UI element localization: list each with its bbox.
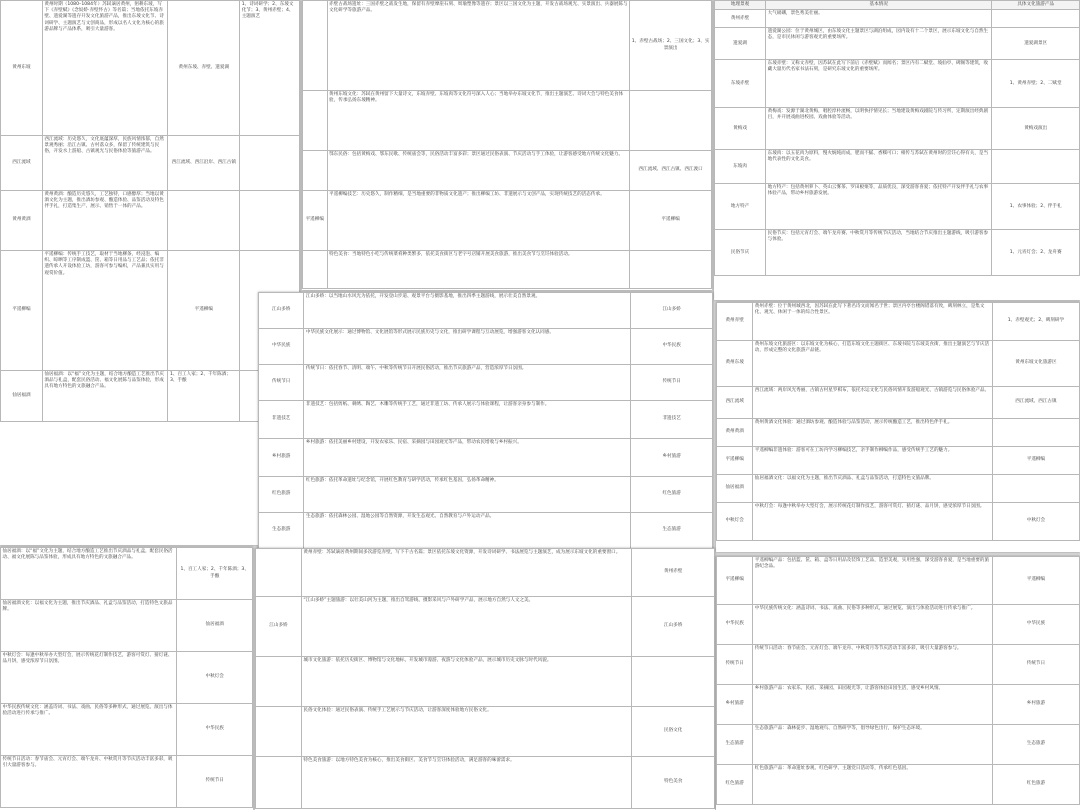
table-cell	[240, 191, 300, 251]
table-cell: 传统节日	[259, 365, 304, 401]
document-sheet-f	[255, 548, 715, 810]
table-cell: 城市文化旅游：依托历史街区、博物馆与文化地标，开发城市漫游、夜游与文化体验产品，展示城市历史文脉与时代风貌。	[301, 657, 631, 707]
table-cell: 东坡赤壁	[715, 60, 766, 108]
table-cell: 西江流域、西江沿岸、西江古镇	[168, 136, 240, 191]
table-cell: 黄州黄酒	[717, 419, 753, 447]
table-row	[717, 303, 1080, 341]
table-cell: 民俗文化	[632, 707, 715, 757]
table-row	[717, 475, 1080, 503]
table-row	[717, 447, 1080, 475]
table-cell	[303, 1, 328, 91]
table-cell: 黄州东坡	[1, 1, 43, 136]
table-cell: 非遗技艺：包括剪纸、刺绣、陶艺、木雕等传统手工艺，通过非遗工坊、传承人展示与体验课程，让游客亲身参与制作。	[304, 401, 631, 439]
table-row	[717, 725, 1080, 765]
content-table	[302, 0, 712, 289]
table-row	[1, 136, 300, 191]
table-cell: 中华民族	[992, 605, 1079, 645]
table-row	[259, 477, 713, 513]
table-cell: 红色旅游产品：革命遗址参观、红色研学、主题党日活动等，传承红色基因。	[753, 765, 993, 805]
table-cell: 传统节日	[992, 645, 1079, 685]
content-table	[716, 556, 1080, 805]
table-cell: 1、诗词研学；2、东坡文化节；3、黄州赤壁；4、主题演艺	[240, 1, 300, 136]
table-row	[259, 365, 713, 401]
table-cell: 遗爱湖	[715, 28, 766, 60]
table-cell: 黄州黄酒文化体验：通过酒坊参观、酿造体验与品鉴活动，展示传统酿造工艺，推出特色伴手礼。	[753, 419, 993, 447]
table-cell: 乡村旅游	[992, 685, 1079, 725]
table-cell: 红色旅游	[717, 765, 753, 805]
table-row	[259, 329, 713, 365]
table-cell: 江山多娇	[632, 597, 715, 657]
table-row	[303, 91, 712, 151]
table-cell: 赤壁古战场遗址：三国赤壁之战发生地，保留有赤壁摩崖石刻、周瑜塑像等遗存；景区以三国文化为主题，开发古战场观光、实景演出、兵器展陈与文化研学等旅游产品。	[327, 1, 630, 91]
table-cell: 非遗技艺	[259, 401, 304, 439]
table-cell	[992, 419, 1079, 447]
content-table	[0, 0, 300, 422]
table-cell: 平遥柳编	[1, 251, 43, 371]
content-table	[716, 302, 1080, 541]
table-cell: 黄梅戏演出	[992, 108, 1080, 150]
table-cell: 黄州东坡文化：苏轼在黄州留下大量诗文，东坡赤壁、东坡肉等文化符号深入人心；当地举办东坡文化节，推出主题演艺、诗词大会与特色美食体验，传承弘扬东坡精神。	[327, 91, 630, 151]
table-cell: 西江流域、西江古镇、西江渡口	[630, 151, 712, 191]
table-cell: 仙居福酒文化：以福文化为主题，推出节庆酒品、礼盒与品鉴活动，打造特色文旅品牌。	[1, 600, 177, 652]
table-cell: 生态旅游	[259, 513, 304, 549]
table-row	[256, 597, 715, 657]
table-cell: 中秋灯会	[177, 652, 253, 704]
table-cell: 1、农事体验；2、伴手礼	[992, 184, 1080, 230]
table-cell: 平遥柳编非遗体验：游客可在工坊内学习柳编技艺，亲手制作柳编作品，感受传统手工艺的魅力。	[753, 447, 993, 475]
content-table	[255, 548, 715, 809]
table-row	[256, 707, 715, 757]
table-row	[1, 251, 300, 371]
column-header: 地理景观	[715, 1, 766, 10]
table-cell: 大气磅礴，景色秀美壮丽。	[766, 10, 992, 28]
table-cell: 生态旅游	[992, 725, 1079, 765]
table-row	[1, 600, 253, 652]
table-row	[715, 230, 1080, 276]
table-row	[1, 756, 253, 808]
table-cell: 黄州东坡、赤壁、遗爱湖	[168, 1, 240, 136]
table-cell: 中华民族文化展示：通过博物馆、文化展馆等形式展示民族历史与文化，推出研学课程与互动展览，增强游客文化认同感。	[304, 329, 631, 365]
table-cell: 西江流域	[717, 387, 753, 419]
table-cell: 黄州黄酒	[1, 191, 43, 251]
table-row	[303, 251, 712, 289]
table-cell: 黄州东坡文化旅游区：以东坡文化为核心，打造东坡文化主题街区、东坡书院与东坡美食街，推出主题演艺与节庆活动，形成完整的文化旅游产品链。	[753, 341, 993, 387]
table-cell: 生态旅游	[717, 725, 753, 765]
table-cell: 平遥柳编	[992, 557, 1079, 605]
table-cell: 传统节日活动：春节庙会、元宵灯会、端午龙舟、中秋赏月等节庆活动丰富多彩，吸引大量游客参与。	[1, 756, 177, 808]
table-cell: 仙居福酒	[717, 475, 753, 503]
table-cell: 生态旅游：依托森林公园、湿地公园等自然资源，开发生态观光、自然教育与户外运动产品。	[304, 513, 631, 549]
table-cell: 乡村旅游	[717, 685, 753, 725]
table-cell: 地方特产：包括黄州萝卜、英山云雾茶、罗田板栗等，品质优良，深受游客喜爱；依托特产开发伴手礼与农事体验产品，带动乡村旅游发展。	[766, 184, 992, 230]
table-cell: 民俗节庆：包括元宵灯会、端午龙舟赛、中秋赏月等传统节庆活动，当地结合节庆推出主题游线，吸引游客参与体验。	[766, 230, 992, 276]
table-cell: 1、百工人家；2、千年陈酒；3、手酿	[168, 371, 240, 422]
table-cell: 仙居福酒：以“福”文化为主题，结合地方酿造工艺推出节庆酒品与礼盒，配套民俗活动、福文化展陈与品鉴体验，形成具有地方特色的文旅融合产品。	[42, 371, 168, 422]
table-cell	[256, 549, 302, 597]
table-cell: 民俗节庆	[715, 230, 766, 276]
table-cell: 生态旅游产品：森林徒步、湿地观鸟、自然研学等，倡导绿色出行，保护生态环境。	[753, 725, 993, 765]
table-cell: 平遥柳编	[717, 557, 753, 605]
table-row	[717, 645, 1080, 685]
table-row	[259, 401, 713, 439]
table-cell	[632, 657, 715, 707]
table-cell: 红色旅游	[992, 765, 1079, 805]
table-row	[259, 513, 713, 549]
table-cell	[630, 91, 712, 151]
table-cell: 中华民族	[631, 329, 713, 365]
table-row	[717, 685, 1080, 725]
content-table	[0, 547, 253, 808]
table-row	[256, 549, 715, 597]
document-sheet-g	[716, 556, 1080, 810]
table-cell: 仙居福酒	[177, 600, 253, 652]
document-sheet-d	[258, 292, 713, 554]
table-cell: 黄州赤壁：苏轼谪居黄州期间多次游览赤壁，写下千古名篇；景区依托东坡文化资源，开发诗词研学、书法展览与主题演艺，成为展示东坡文化的重要窗口。	[301, 549, 631, 597]
table-row	[303, 191, 712, 251]
table-cell: 1、百工人家；2、千年陈酒；3、手酿	[177, 548, 253, 600]
table-cell: 中华民族传统文化：涵盖诗词、书法、戏曲、民俗等多种形式，通过展览、演出与体验活动进行传承与推广。	[753, 605, 993, 645]
table-cell: 生态旅游	[631, 513, 713, 549]
table-cell: 平遥柳编	[717, 447, 753, 475]
table-header-row	[715, 1, 1080, 10]
table-row	[1, 371, 300, 422]
table-cell	[992, 150, 1080, 184]
table-cell: 乡村旅游	[259, 439, 304, 477]
table-row	[715, 10, 1080, 28]
table-cell: 西江流域、西江古镇	[992, 387, 1079, 419]
table-cell: 黄州东坡	[717, 341, 753, 387]
table-cell: 仙居福酒文化：以福文化为主题，推出节庆酒品、礼盒与品鉴活动，打造特色文旅品牌。	[753, 475, 993, 503]
table-row	[256, 657, 715, 707]
table-row	[717, 605, 1080, 645]
table-cell: 中秋灯会	[717, 503, 753, 541]
table-cell: 乡村旅游：依托美丽乡村建设，开发农家乐、民宿、采摘园与田园观光等产品，带动农民增收与乡村振兴。	[304, 439, 631, 477]
table-cell: 传统节日	[177, 756, 253, 808]
table-row	[303, 151, 712, 191]
table-cell: 中华民族	[177, 704, 253, 756]
table-cell: 传统节日：依托春节、清明、端午、中秋等传统节日开展民俗活动，推出节庆旅游产品，营造浓厚节日氛围。	[304, 365, 631, 401]
table-row	[715, 60, 1080, 108]
table-cell: 中秋灯会	[992, 503, 1079, 541]
table-cell: 平遥柳编	[303, 191, 328, 251]
table-row	[715, 150, 1080, 184]
table-cell: 平遥柳编	[992, 447, 1079, 475]
table-row	[259, 439, 713, 477]
table-cell: 特色美食旅游：以地方特色美食为核心，推出美食街区、美食节与烹饪体验活动，满足游客的味蕾需求。	[301, 757, 631, 809]
table-cell: 黄州时期（1080–1084年）苏轼谪居黄州，躬耕东坡，写下《赤壁赋》《念奴娇·赤壁怀古》等名篇；当地依托东坡赤壁、遗爱湖等遗存开发文化旅游产品，推出东坡文化节、诗词研学、主题演艺与文创商品，形成以名人文化为核心的旅游品牌与产品体系，吸引大量游客。	[42, 1, 168, 136]
table-row	[256, 757, 715, 809]
table-cell: 江山多娇	[256, 597, 302, 657]
table-cell	[303, 91, 328, 151]
table-cell: 中华民族传统文化：涵盖诗词、书法、戏曲、民俗等多种形式，通过展览、演出与体验活动进行传承与推广。	[1, 704, 177, 756]
table-cell: 遗爱湖景区	[992, 28, 1080, 60]
table-cell: 黄州赤壁	[715, 10, 766, 28]
table-row	[717, 387, 1080, 419]
table-cell	[256, 657, 302, 707]
table-cell: 1、赤壁观光；2、碑刻研学	[992, 303, 1079, 341]
table-cell: 中秋灯会：每逢中秋举办大型灯会，展示传统花灯制作技艺，游客可赏灯、猜灯谜、品月饼，感受浓厚节日氛围。	[753, 503, 993, 541]
table-cell: 中华民族	[717, 605, 753, 645]
table-cell: 黄州赤壁	[632, 549, 715, 597]
table-cell: 东坡肉	[715, 150, 766, 184]
content-table	[258, 292, 713, 549]
table-row	[1, 548, 253, 600]
table-cell: 黄梅戏：发源于湖北黄梅，唱腔淳朴流畅，以明快抒情见长；当地建设黄梅戏剧院与传习所，定期演出经典剧目，并开展戏曲进校园、戏曲体验等活动。	[766, 108, 992, 150]
table-cell: 红色旅游：依托革命遗址与纪念馆，开展红色教育与研学活动，传承红色基因，弘扬革命精神。	[304, 477, 631, 513]
table-cell	[240, 136, 300, 191]
table-cell: 黄州黄酒：酿造历史悠久，工艺独特，口感醇厚；当地以黄酒文化为主题，推出酒坊参观、酿造体验、品鉴活动及特色伴手礼，打造集生产、展示、销售于一体的产品。	[42, 191, 168, 251]
table-cell: 乡村旅游	[631, 439, 713, 477]
table-row	[717, 557, 1080, 605]
table-cell: 仙居福酒	[1, 371, 43, 422]
table-row	[1, 191, 300, 251]
column-header: 基本情况	[766, 1, 992, 10]
table-cell: 西江流域	[1, 136, 43, 191]
table-cell: “江山多娇”主题旅游：以壮美山河为主题，推出自驾游线、摄影采风与户外研学产品，展示地方自然与人文之美。	[301, 597, 631, 657]
table-cell	[992, 10, 1080, 28]
document-sheet-c	[714, 0, 1080, 300]
table-cell	[630, 251, 712, 289]
table-cell: 1、元宵灯会；2、龙舟赛	[992, 230, 1080, 276]
table-cell: 特色美食	[632, 757, 715, 809]
table-cell: 江山多娇	[259, 293, 304, 329]
document-sheet-e	[716, 302, 1080, 552]
table-cell: 非遗技艺	[631, 401, 713, 439]
table-cell: 中秋灯会：每逢中秋举办大型灯会，展示传统花灯制作技艺，游客可赏灯、猜灯谜、品月饼，感受浓厚节日氛围。	[1, 652, 177, 704]
table-cell: 西江流域：两岸风光秀丽，古镇古村星罗棋布，依托水运文化与民俗风情开发游船观光、古镇游览与民俗体验产品。	[753, 387, 993, 419]
table-cell: 仙居福酒：以“福”文化为主题，结合地方酿造工艺推出节庆酒品与礼盒，配套民俗活动、福文化展陈与品鉴体验，形成具有地方特色的文旅融合产品。	[1, 548, 177, 600]
table-cell	[992, 475, 1079, 503]
table-cell: 黄梅戏	[715, 108, 766, 150]
table-row	[1, 704, 253, 756]
table-cell	[256, 707, 302, 757]
table-cell: 黄州赤壁：位于黄州城西北，因苏轼在此写下著名诗文而闻名于世；景区内亭台楼阁错落有致，碑刻林立，是集文化、观光、休闲于一体的综合性景区。	[753, 303, 993, 341]
table-cell: 传统节日	[631, 365, 713, 401]
table-cell: 江山多娇：以当地山水风光为依托，开发登山步道、观景平台与摄影基地，推出四季主题游线，展示壮美自然景观。	[304, 293, 631, 329]
table-cell	[303, 251, 328, 289]
table-cell: 中华民族	[259, 329, 304, 365]
table-row	[717, 419, 1080, 447]
table-cell: 平遥柳编：传统手工技艺，取材于当地柳条，经浸泡、编织、晾晒等工序制成篮、筐、箱等日用品与工艺品；依托非遗传承人开设体验工坊，游客可参与编织，产品兼具实用与观赏价值。	[42, 251, 168, 371]
table-cell: 东坡肉：以五花肉为原料，慢火焖炖而成，肥而不腻、香糯可口；相传与苏轼在黄州时的烹饪心得有关，是当地代表性的文化美食。	[766, 150, 992, 184]
table-row	[715, 28, 1080, 60]
document-sheet-h	[0, 547, 253, 810]
column-header: 具体文化旅游产品	[992, 1, 1080, 10]
table-cell: 红色旅游	[259, 477, 304, 513]
table-row	[715, 108, 1080, 150]
table-cell: 平遥柳编	[168, 251, 240, 371]
table-cell: 平遥柳编技艺：历史悠久，制作精细，是当地重要的非物质文化遗产；推出柳编工坊、非遗展示与文创产品，实现传统技艺的活态传承。	[327, 191, 630, 251]
table-cell	[256, 757, 302, 809]
table-cell: 1、赤壁古战场；2、三国文化；3、实景演出	[630, 1, 712, 91]
table-cell: 平遥柳编产品：包括篮、筐、箱、盒等日用品及装饰工艺品，造型美观，实用性强，深受游客喜爱，是当地重要的旅游纪念品。	[753, 557, 993, 605]
document-sheet-a	[0, 0, 300, 545]
table-cell: 民俗文化体验：通过民俗表演、传统手工艺展示与节庆活动，让游客深度体验地方民俗文化。	[301, 707, 631, 757]
table-cell: 鄂东民俗：包括黄梅戏、鄂东民歌、传统庙会等，民俗活动丰富多彩；景区通过民俗表演、节庆活动与手工体验，让游客感受地方传统文化魅力。	[327, 151, 630, 191]
table-row	[259, 293, 713, 329]
table-cell: 遗爱湖公园：位于黄州城区，由东坡文化主题景区与湖泊组成，园内设有十二个景区，展示东坡文化与自然生态，是市民休闲与游客观光的重要场所。	[766, 28, 992, 60]
table-cell	[168, 191, 240, 251]
table-row	[717, 341, 1080, 387]
table-cell: 红色旅游	[631, 477, 713, 513]
table-row	[1, 1, 300, 136]
table-row	[303, 1, 712, 91]
table-cell: 特色美食：当地特色小吃与传统菜肴种类繁多，依托美食街区与老字号店铺开展美食旅游，推出美食节与烹饪体验活动。	[327, 251, 630, 289]
table-cell: 1、黄州赤壁；2、二赋堂	[992, 60, 1080, 108]
table-row	[1, 652, 253, 704]
table-row	[717, 765, 1080, 805]
table-cell: 传统节日活动：春节庙会、元宵灯会、端午龙舟、中秋赏月等节庆活动丰富多彩，吸引大量游客参与。	[753, 645, 993, 685]
table-cell: 平遥柳编	[630, 191, 712, 251]
table-cell: 西江流域：历史悠久，文化底蕴深厚，民族风情浓郁，自然景观秀丽；沿江古镇、古村落众多，保留了传统建筑与民俗，开发水上游船、古镇观光与民俗体验等旅游产品。	[42, 136, 168, 191]
table-cell: 黄州东坡文化旅游区	[992, 341, 1079, 387]
table-cell: 江山多娇	[631, 293, 713, 329]
table-cell: 黄州赤壁	[717, 303, 753, 341]
table-cell: 乡村旅游产品：农家乐、民宿、采摘园、田园观光等，让游客体验田园生活，感受乡村风情。	[753, 685, 993, 725]
document-sheet-b	[302, 0, 712, 290]
table-cell: 东坡赤壁：又称文赤壁，因苏轼在此写下前后《赤壁赋》而闻名；景区内有二赋堂、坡仙亭、碑阁等建筑，收藏大量历代名家书法石刻，是研究东坡文化的重要场所。	[766, 60, 992, 108]
content-table	[714, 0, 1080, 276]
table-row	[715, 184, 1080, 230]
table-cell	[303, 151, 328, 191]
table-cell: 传统节日	[717, 645, 753, 685]
table-row	[717, 503, 1080, 541]
table-cell: 地方特产	[715, 184, 766, 230]
